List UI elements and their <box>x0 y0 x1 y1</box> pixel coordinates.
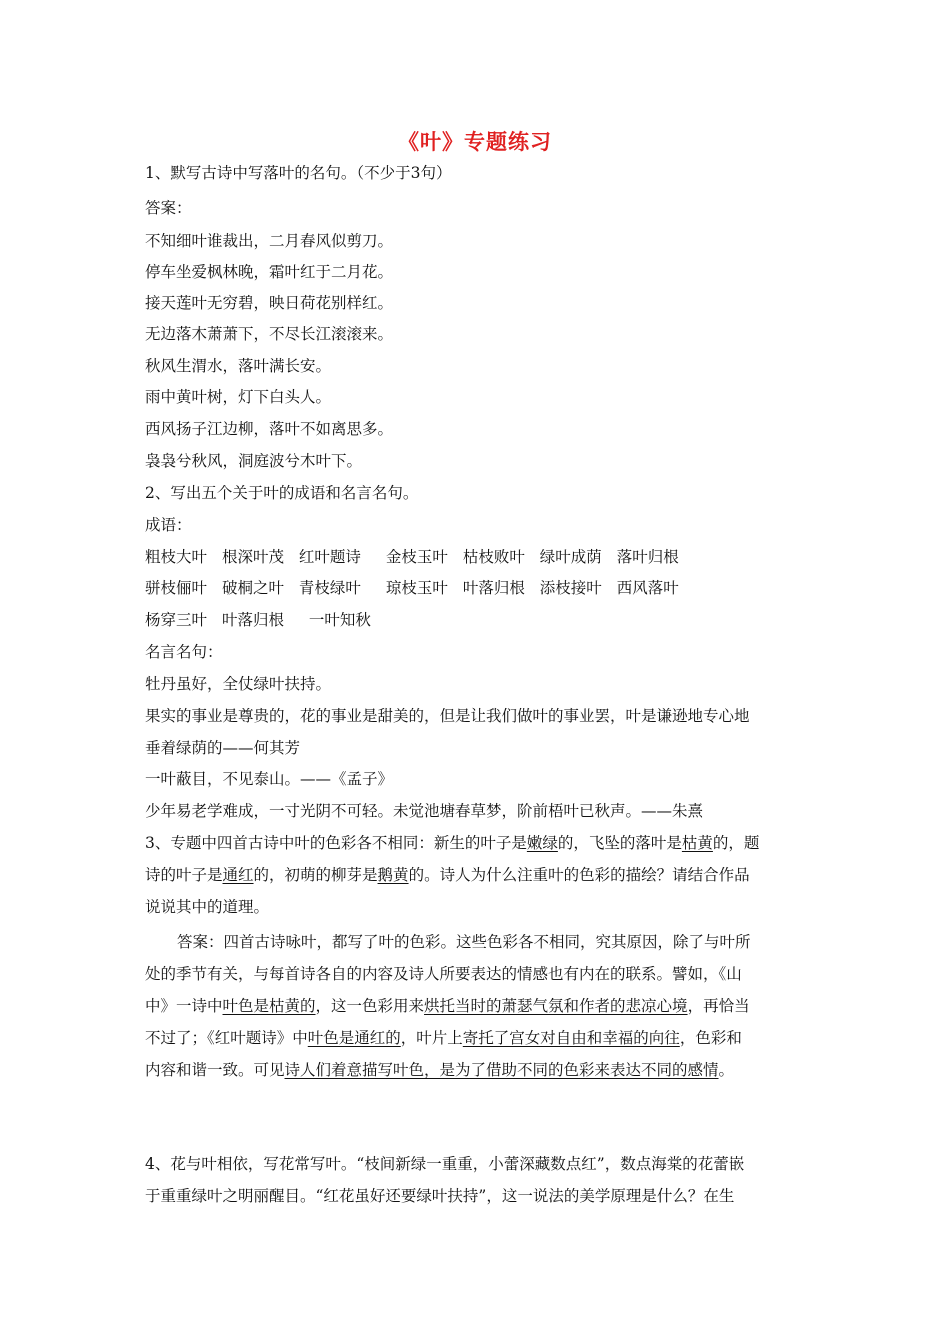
text-run: 的，初萌的柳芽是 <box>253 866 378 884</box>
question-3-line <box>145 864 815 886</box>
poem-line: 西风扬子江边柳，落叶不如离思多。 <box>145 420 394 438</box>
answer-3-line <box>145 1059 815 1081</box>
document-title: 《叶》专题练习 <box>398 129 552 154</box>
idiom: 琼枝玉叶 <box>385 579 448 597</box>
text-run: 中》一诗中 <box>145 997 223 1015</box>
question-3-line: 说说其中的道理。 <box>145 898 270 916</box>
idiom-row <box>145 577 815 599</box>
idiom: 金枝玉叶 <box>385 548 448 566</box>
quote-line: 果实的事业是尊贵的，花的事业是甜美的，但是让我们做叶的事业罢，叶是谦逊地专心地 <box>145 707 750 725</box>
idiom: 根深叶茂 <box>221 548 284 566</box>
text-run: 的，飞坠的落叶是 <box>557 834 682 852</box>
poem-line: 无边落木萧萧下，不尽长江滚滚来。 <box>145 325 394 343</box>
text-run: ，再恰当 <box>687 997 750 1015</box>
quote-line: 少年易老学难成，一寸光阴不可轻。未觉池塘春草梦，阶前梧叶已秋声。——朱熹 <box>145 802 704 820</box>
underlined-phrase: 叶色是通红的 <box>307 1029 401 1047</box>
poem-line: 停车坐爱枫林晚，霜叶红于二月花。 <box>145 263 394 281</box>
poem-line: 秋风生渭水，落叶满长安。 <box>145 357 332 375</box>
quote-line: 牡丹虽好，全仗绿叶扶持。 <box>145 675 332 693</box>
idiom: 粗枝大叶 <box>145 548 208 566</box>
underlined-phrase: 寄托了宫女对自由和幸福的向往 <box>462 1029 680 1047</box>
underlined-term: 通红 <box>222 866 254 884</box>
poem-line: 不知细叶谁裁出，二月春风似剪刀。 <box>145 232 394 250</box>
text-run: 内容和谐一致。可见 <box>145 1061 285 1079</box>
answer-3-line <box>145 995 815 1017</box>
idiom: 青枝绿叶 <box>298 579 361 597</box>
text-run: 不过了；《红叶题诗》中 <box>145 1029 308 1047</box>
idiom: 一叶知秋 <box>308 611 371 629</box>
underlined-phrase: 烘托当时的萧瑟气氛和作者的悲凉心境 <box>424 997 688 1015</box>
idiom: 西风落叶 <box>616 579 679 597</box>
underlined-term: 鹅黄 <box>377 866 409 884</box>
question-1: 1、默写古诗中写落叶的名句。（不少于3句） <box>145 164 452 182</box>
text-run: 。 <box>718 1061 735 1079</box>
answer-3-line: 处的季节有关，与每首诗各自的内容及诗人所要表达的情感也有内在的联系。譬如，《山 <box>145 965 742 983</box>
text-run: ，色彩和 <box>679 1029 742 1047</box>
idiom: 落叶归根 <box>616 548 679 566</box>
underlined-term: 枯黄 <box>681 834 713 852</box>
text-run: ，叶片上 <box>400 1029 463 1047</box>
idiom: 红叶题诗 <box>298 548 361 566</box>
quote-line: 一叶蔽目，不见泰山。——《孟子》 <box>145 770 394 788</box>
question-4-line: 4、花与叶相依，写花常写叶。“枝间新绿一重重，小蕾深藏数点红”，数点海棠的花蕾嵌 <box>145 1155 745 1173</box>
quote-label: 名言名句： <box>145 643 223 661</box>
underlined-phrase: 诗人们着意描写叶色，是为了借助不同的色彩来表达不同的感情 <box>284 1061 719 1079</box>
answer-label-1: 答案： <box>145 199 192 217</box>
poem-line: 接天莲叶无穷碧，映日荷花别样红。 <box>145 294 394 312</box>
idiom: 杨穿三叶 <box>145 611 208 629</box>
idiom: 破桐之叶 <box>221 579 284 597</box>
text-run: 的，题 <box>712 834 760 852</box>
quote-line: 垂着绿荫的——何其芳 <box>145 739 301 757</box>
idiom: 叶落归根 <box>462 579 525 597</box>
underlined-phrase: 叶色是枯黄的 <box>222 997 316 1015</box>
idiom-row <box>145 546 815 568</box>
idiom: 添枝接叶 <box>539 579 602 597</box>
idiom: 叶落归根 <box>221 611 284 629</box>
text-run: ，这一色彩用来 <box>315 997 425 1015</box>
idiom: 枯枝败叶 <box>462 548 525 566</box>
text-run: 的。诗人为什么注重叶的色彩的描绘？请结合作品 <box>408 866 750 884</box>
answer-3-line: 答案：四首古诗咏叶，都写了叶的色彩。这些色彩各不相同，究其原因，除了与叶所 <box>177 933 751 951</box>
idiom: 绿叶成荫 <box>539 548 602 566</box>
question-3-line <box>145 832 815 854</box>
text-run: 3、专题中四首古诗中叶的色彩各不相同：新生的叶子是 <box>145 834 527 852</box>
text-run: 诗的叶子是 <box>145 866 223 884</box>
poem-line: 雨中黄叶树，灯下白头人。 <box>145 388 332 406</box>
poem-line: 袅袅兮秋风，洞庭波兮木叶下。 <box>145 452 363 470</box>
answer-3-line <box>145 1027 815 1049</box>
idiom: 骈枝俪叶 <box>145 579 208 597</box>
idiom-row <box>145 609 815 631</box>
underlined-term: 嫩绿 <box>526 834 558 852</box>
question-4-line: 于重重绿叶之明丽醒目。“红花虽好还要绿叶扶持”，这一说法的美学原理是什么？在生 <box>145 1187 735 1205</box>
idiom-label: 成语： <box>145 516 192 534</box>
question-2: 2、写出五个关于叶的成语和名言名句。 <box>145 484 419 502</box>
